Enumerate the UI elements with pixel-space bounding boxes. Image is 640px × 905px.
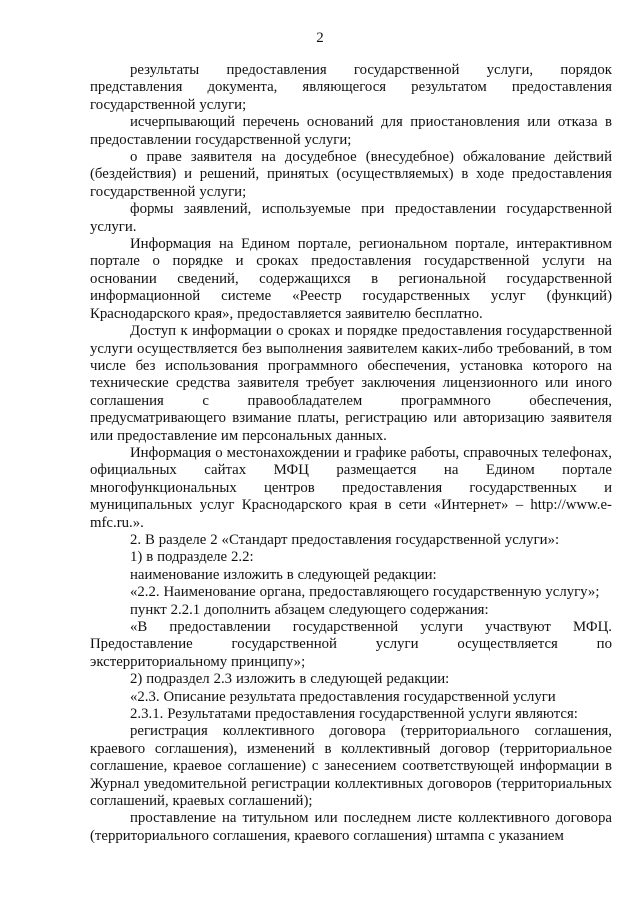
paragraph: регистрация коллективного договора (территориального соглашения, краевого соглашения), изменений в коллективный договор (территориальное соглашение, краевое соглашение) с занесением соответствующей информации в Журнал уведомительной регистрации коллективных договоров (территориальных соглашений, краевых соглашений);: [90, 723, 612, 810]
paragraph: 2.3.1. Результатами предоставления государственной услуги являются:: [130, 706, 578, 723]
paragraph: проставление на титульном или последнем листе коллективного договора (территориального соглашения, краевого соглашения) штампа с указанием: [90, 810, 612, 844]
paragraph: исчерпывающий перечень оснований для приостановления или отказа в предоставлении государственной услуги;: [90, 114, 612, 148]
document-body: [90, 62, 612, 845]
paragraph: Информация о местонахождении и графике работы, справочных телефонах, официальных сайтах МФЦ размещается на Едином портале многофункциональных центров предоставления государственных и муниципальных услуг Краснодарского края в сети «Интернет» – http://www.e-mfc.ru.».: [90, 444, 612, 531]
paragraph: 2. В разделе 2 «Стандарт предоставления государственной услуги»:: [130, 531, 560, 548]
paragraph: пункт 2.2.1 дополнить абзацем следующего содержания:: [130, 601, 489, 618]
paragraph: «В предоставлении государственной услуги участвуют МФЦ. Предоставление государственной услуги осуществляется по экстерриториальному принципу»;: [90, 619, 612, 670]
paragraph: формы заявлений, используемые при предоставлении государственной услуги.: [90, 201, 612, 235]
paragraph: наименование изложить в следующей редакции:: [130, 566, 437, 583]
paragraph: «2.3. Описание результата предоставления государственной услуги: [130, 688, 556, 705]
paragraph: Доступ к информации о сроках и порядке предоставления государственной услуги осуществляется без выполнения заявителем каких-либо требований, в том числе без использования программного обеспечения, установка которого на технические средства заявителя требует заключения лицензионного или иного соглашения с правообладателем программного обеспечения, предусматривающего взимание платы, регистрацию или авторизацию заявителя или предоставление им персональных данных.: [90, 323, 612, 444]
paragraph: о праве заявителя на досудебное (внесудебное) обжалование действий (бездействия) и решений, принятых (осуществляемых) в ходе предоставления государственной услуги;: [90, 149, 612, 200]
paragraph: «2.2. Наименование органа, предоставляющего государственную услугу»;: [130, 584, 600, 601]
page-number: 2: [316, 30, 324, 46]
paragraph: результаты предоставления государственной услуги, порядок представления документа, являющегося результатом предоставления государственной услуги;: [90, 62, 612, 113]
paragraph: 2) подраздел 2.3 изложить в следующей редакции:: [130, 671, 450, 688]
paragraph: Информация на Едином портале, региональном портале, интерактивном портале о порядке и сроках предоставления государственной услуги на основании сведений, содержащихся в региональной государственной информационной системе «Реестр государственных услуг (функций) Краснодарского края», предоставляется заявителю бесплатно.: [90, 236, 612, 322]
paragraph: 1) в подразделе 2.2:: [130, 549, 254, 566]
